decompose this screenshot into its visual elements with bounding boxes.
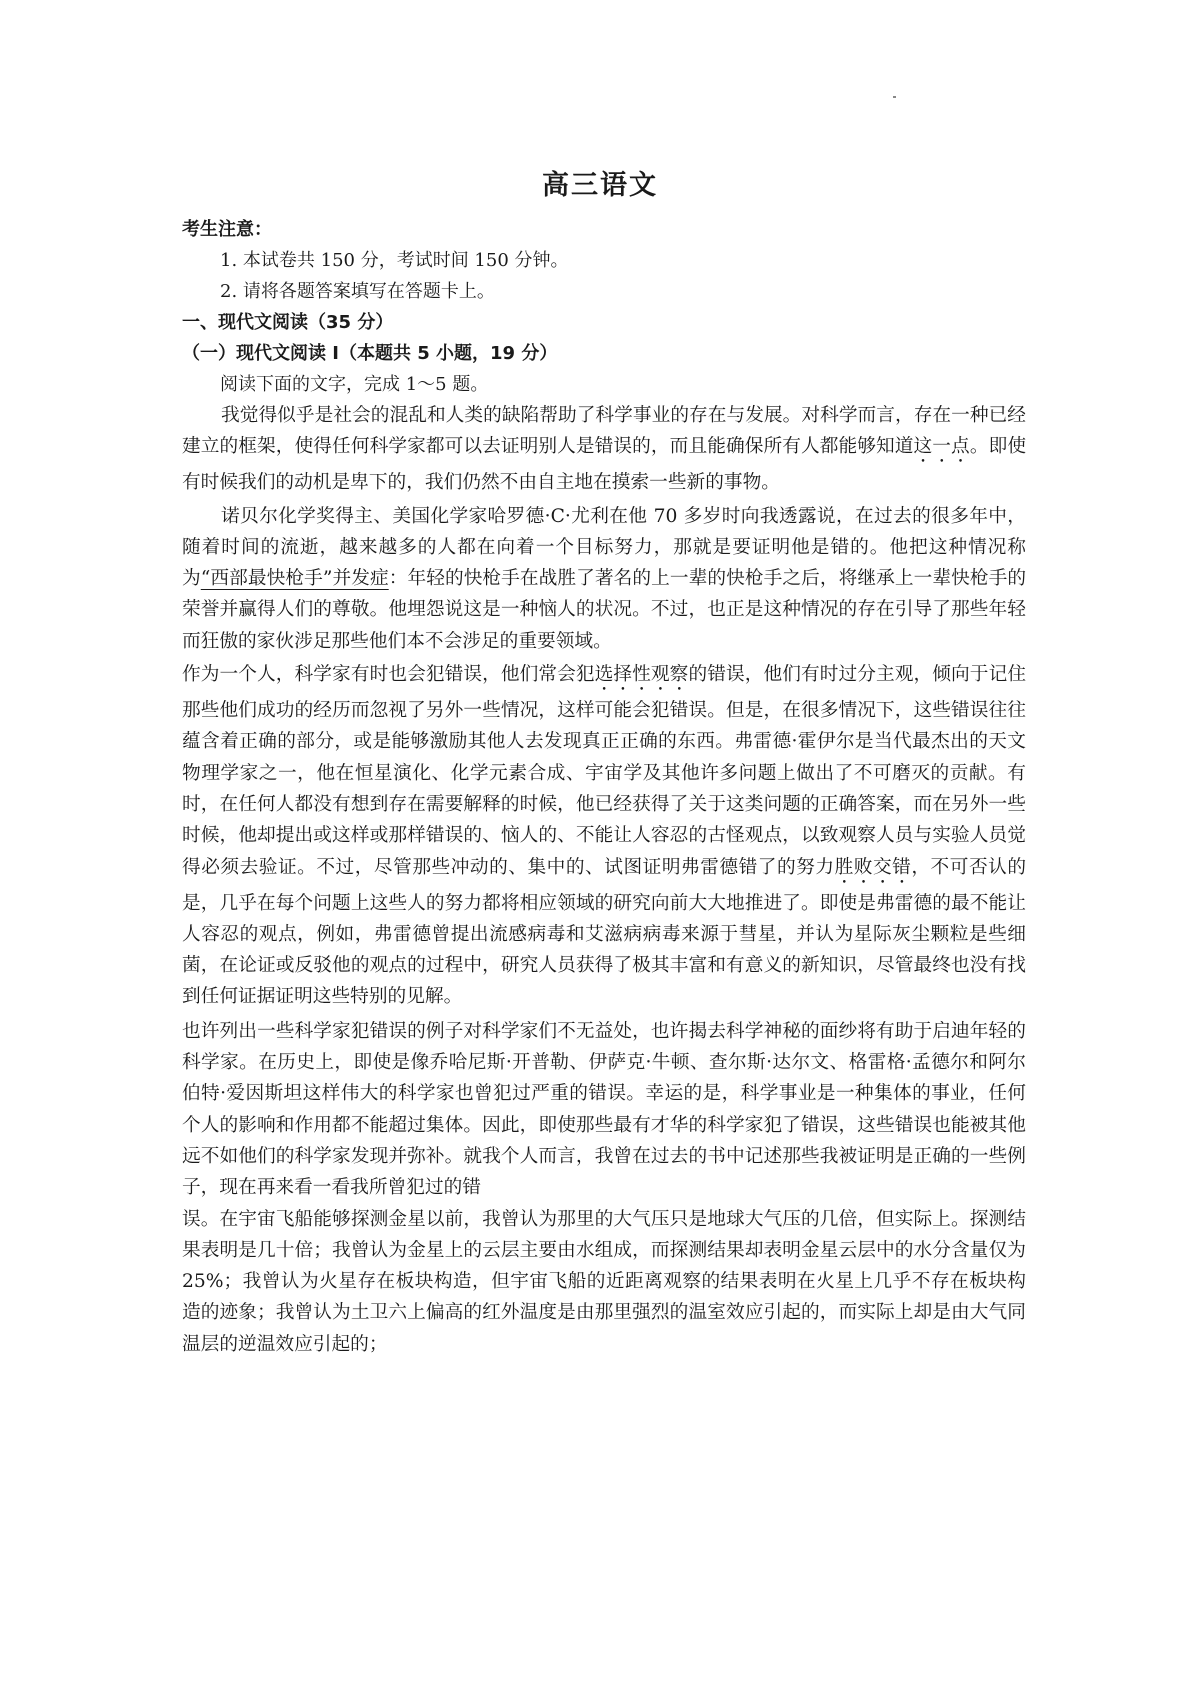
passage-paragraph-5: 误。在宇宙飞船能够探测金星以前，我曾认为那里的大气压只是地球大气压的几倍，但实际上。探测结果表明是几十倍；我曾认为金星上的云层主要由水组成，而探测结果却表明金星云层中的水分含量仅为 25%；我曾认为火星存在板块构造，但宇宙飞船的近距离观察的结果表明在火星上几乎不存在板块构造的迹象；我曾认为土卫六上偏高的红外温度是由那里强烈的温室效应引起的，而实际上却是由大气同温层的逆温效应引起的； — [182, 1208, 1026, 1355]
notice-item-2: 2. 请将各题答案填写在答题卡上。 — [220, 281, 495, 302]
exam-content — [182, 214, 1026, 1360]
passage-paragraph-4: 也许列出一些科学家犯错误的例子对科学家们不无益处，也许揭去科学神秘的面纱将有助于启迪年轻的科学家。在历史上，即使是像乔哈尼斯·开普勒、伊萨克·牛顿、查尔斯·达尔文、格雷格·孟德尔和阿尔伯特·爱因斯坦这样伟大的科学家也曾犯过严重的错误。幸运的是，科学事业是一种集体的事业，任何个人的影响和作用都不能超过集体。因此，即使那些最有才华的科学家犯了错误，这些错误也能被其他远不如他们的科学家发现并弥补。就我个人而言，我曾在过去的书中记述那些我被证明是正确的一些例子，现在再来看一看我所曾犯过的错 — [182, 1020, 1026, 1199]
underlined-syndrome: “西部最快枪手”并发症 — [200, 568, 389, 590]
subsection-heading: （一）现代文阅读 I（本题共 5 小题，19 分） — [182, 343, 558, 364]
section-heading: 一、现代文阅读（35 分） — [182, 312, 394, 333]
passage-paragraph-3: 作为一个人，科学家有时也会犯错误，他们常会犯选择性观察的错误，他们有时过分主观，倾向于记住那些他们成功的经历而忽视了另外一些情况，这样可能会犯错误。但是，在很多情况下，这些错误往往蕴含着正确的部分，或是能够激励其他人去发现真正正确的东西。弗雷德·霍伊尔是当代最杰出的天文物理学家之一，他在恒星演化、化学元素合成、宇宙学及其他许多问题上做出了不可磨灭的贡献。有时，在任何人都没有想到存在需要解释的时候，他已经获得了关于这类问题的正确答案，而在另外一些时候，他却提出或这样或那样错误的、恼人的、不能让人容忍的古怪观点，以致观察人员与实验人员觉得必须去验证。不过，尽管那些冲动的、集中的、试图证明弗雷德错了的努力胜败交错，不可否认的是，几乎在每个问题上这些人的努力都将相应领域的研究向前大大地推进了。即使是弗雷德的最不能让人容忍的观点，例如，弗雷德曾提出流感病毒和艾滋病病毒来源于彗星，并认为星际灰尘颗粒是些细菌，在论证或反驳他的观点的过程中，研究人员获得了极其丰富和有意义的新知识，尽管最终也没有找到任何证据证明这些特别的见解。 — [182, 664, 1027, 1008]
emphasis-zhe-yi-dian: 这一点 — [913, 436, 970, 458]
page-title: 高三语文 — [542, 170, 658, 201]
passage-paragraph-1: 我觉得似乎是社会的混乱和人类的缺陷帮助了科学事业的存在与发展。对科学而言，存在一种已经建立的框架，使得任何科学家都可以去证明别人是错误的，而且能确保所有人都能够知道这一点。即使有时候我们的动机是卑下的，我们仍然不由自主地在摸索一些新的事物。 — [182, 405, 1027, 494]
scan-speck — [893, 96, 896, 98]
notice-heading: 考生注意： — [182, 219, 272, 240]
emphasis-win-lose: 胜败交错 — [834, 856, 912, 878]
emphasis-selective-observation: 选择性观察 — [594, 664, 689, 686]
passage-paragraph-2: 诺贝尔化学奖得主、美国化学家哈罗德·C·尤利在他 70 多岁时向我透露说，在过去的很多年中，随着时间的流逝，越来越多的人都在向着一个目标努力，那就是要证明他是错的。他把这种情况称为“西部最快枪手”并发症：年轻的快枪手在战胜了著名的上一辈的快枪手之后，将继承上一辈快枪手的荣誉并赢得人们的尊敬。他埋怨说这是一种恼人的状况。不过，也正是这种情况的存在引导了那些年轻而狂傲的家伙涉足那些他们本不会涉足的重要领域。 — [182, 505, 1027, 652]
reading-instruction: 阅读下面的文字，完成 1～5 题。 — [220, 374, 489, 395]
notice-item-1: 1. 本试卷共 150 分，考试时间 150 分钟。 — [220, 250, 569, 271]
